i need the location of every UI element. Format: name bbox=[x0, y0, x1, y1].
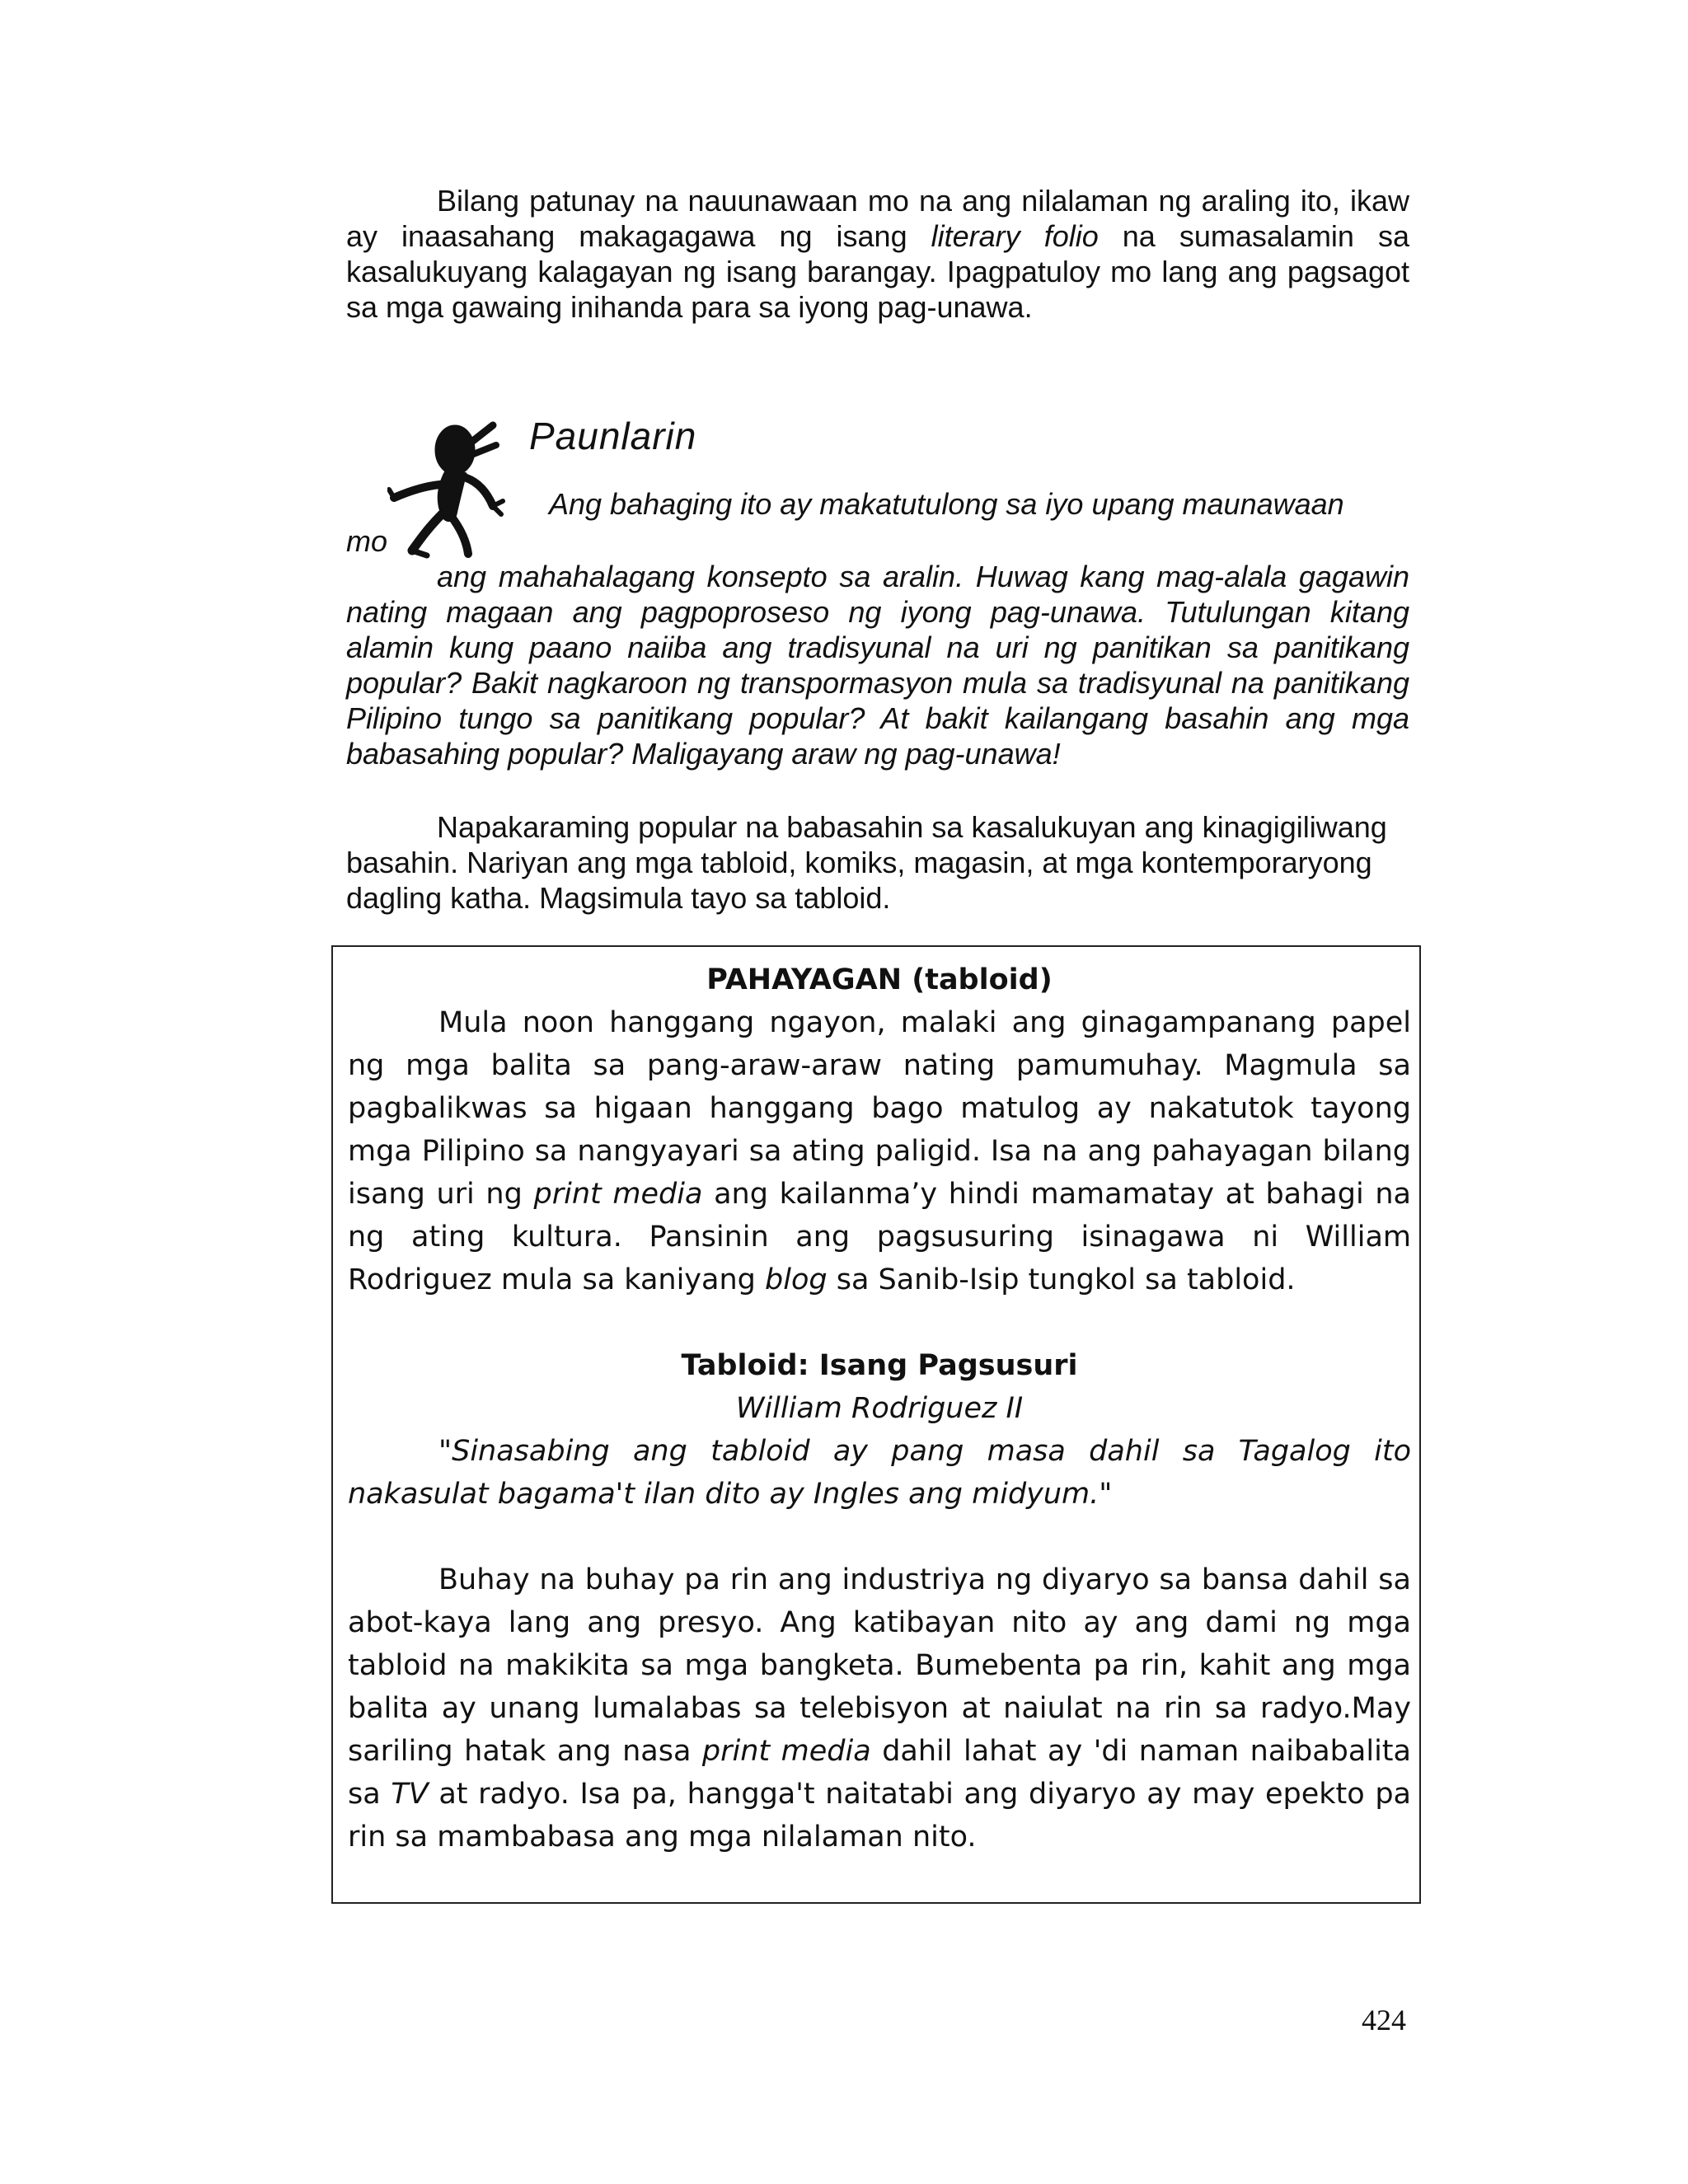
box-p1-text-b: ang kailanma’y hindi mamamatay at bahagi na ng ating kultura. Pansinin ang pagsusuring isinagawa ni William Rodriguez mula sa kaniyang bbox=[348, 1178, 1411, 1296]
article-title: Tabloid: Isang Pagsusuri bbox=[681, 1349, 1078, 1382]
paunlarin-intro-line: Ang bahaging ito ay makatutulong sa iyo upang maunawaan bbox=[549, 487, 1344, 521]
paunlarin-paragraph bbox=[346, 559, 1409, 771]
box-p2-text-c: at radyo. Isa pa, hangga't naitatabi ang diyaryo ay may epekto pa rin sa mambabasa ang mga nilalaman nito. bbox=[348, 1778, 1412, 1854]
tabloid-box bbox=[331, 945, 1421, 1904]
box-p1-emphasis-1: print media bbox=[533, 1178, 703, 1211]
intro-paragraph bbox=[346, 183, 1409, 325]
article-quote-text: "Sinasabing ang tabloid ay pang masa dahil sa Tagalog ito nakasulat bagama't ilan dito ay Ingles ang midyum." bbox=[348, 1435, 1411, 1511]
page-number: 424 bbox=[1362, 2004, 1406, 2036]
paunlarin-intro-mo: mo bbox=[346, 524, 388, 558]
box-p2-text-a: Buhay na buhay pa rin ang industriya ng diyaryo sa bansa dahil sa abot-kaya lang ang presyo. Ang katibayan nito ay ang dami ng mga tabloid na makikita sa mga bangketa. Bumebenta pa rin, kahit ang mga balita ay unang lumalabas sa telebisyon at naiulat na rin sa radyo.May sariling hatak ang nasa bbox=[348, 1563, 1411, 1768]
popular-text: Napakaraming popular na babasahin sa kasalukuyan ang kinagigiliwang basahin. Nariyan ang mga tabloid, komiks, magasin, at mga kontemporaryong dagling katha. Magsimula tayo sa tabloid. bbox=[346, 810, 1387, 915]
box-paragraph-1 bbox=[348, 1001, 1411, 1301]
box-p1-emphasis-2: blog bbox=[765, 1263, 828, 1296]
article-author: William Rodriguez II bbox=[735, 1392, 1024, 1425]
paunlarin-text: ang mahahalagang konsepto sa aralin. Huwag kang mag-alala gagawin nating magaan ang pagpoproseso ng iyong pag-unawa. Tutulungan kitang alamin kung paano naiiba ang tradisyunal na uri ng panitikan sa panitikang popular? Bakit nagkaroon ng transpormasyon mula sa tradisyunal na panitikang Pilipino tungo sa panitikang popular? At bakit kailangang basahin ang mga babasahing popular? Maligayang araw ng pag-unawa! bbox=[346, 560, 1409, 771]
box-p2-emphasis-1: print media bbox=[701, 1735, 871, 1768]
box-p2-text-b: dahil lahat ay 'di naman naibabalita sa bbox=[348, 1735, 1411, 1811]
box-p1-text-a: Mula noon hanggang ngayon, malaki ang ginagampanang papel ng mga balita sa pang-araw-araw nating pamumuhay. Magmula sa pagbalikwas sa higaan hanggang bago matulog ay nakatutok tayong mga Pilipino sa nangyayari sa ating paligid. Isa na ang pahayagan bilang isang uri ng bbox=[348, 1006, 1411, 1211]
box-p2-emphasis-2: TV bbox=[391, 1778, 429, 1811]
intro-text-end: na sumasalamin sa kasalukuyang kalagayan ng isang barangay. Ipagpatuloy mo lang ang pagsagot sa mga gawaing inihanda para sa iyong pag-unawa. bbox=[346, 219, 1410, 324]
intro-text: Bilang patunay na nauunawaan mo na ang nilalaman ng araling ito, ikaw ay inaasahang makagagawa ng isang bbox=[346, 184, 1409, 253]
intro-emphasis: literary folio bbox=[931, 219, 1099, 253]
box-p1-text-c: sa Sanib-Isip tungkol sa tabloid. bbox=[827, 1263, 1296, 1296]
box-paragraph-2 bbox=[348, 1558, 1411, 1858]
popular-paragraph bbox=[346, 809, 1409, 916]
article-quote bbox=[348, 1430, 1411, 1516]
box-heading: PAHAYAGAN (tabloid) bbox=[706, 963, 1053, 996]
section-title: Paunlarin bbox=[529, 415, 697, 457]
running-figure-icon bbox=[387, 419, 511, 559]
